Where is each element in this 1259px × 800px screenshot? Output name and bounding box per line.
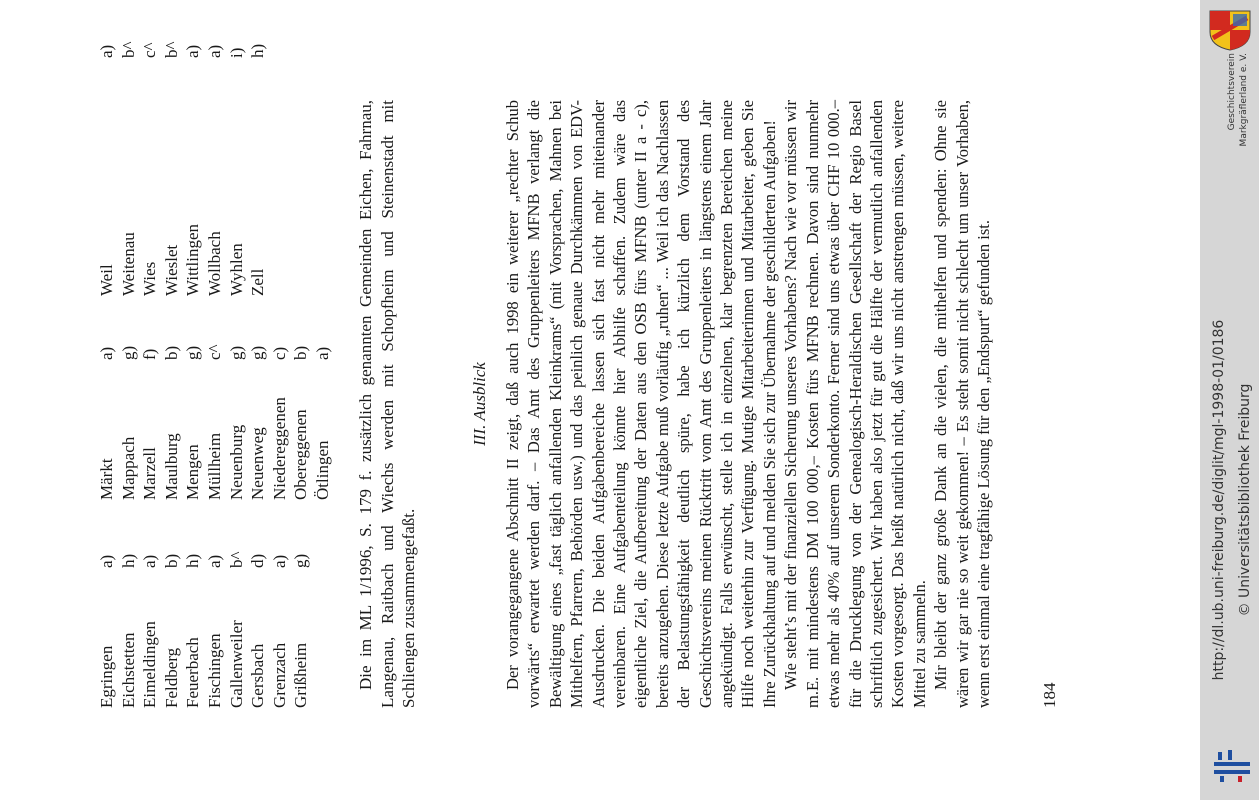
table-cell: Grenzach: [269, 642, 289, 708]
table-cell: [312, 28, 334, 58]
table-cell: a): [97, 554, 116, 568]
table-cell: Neuenburg: [226, 424, 246, 500]
table-cell: Feuerbach: [183, 637, 203, 708]
table-cell: i): [226, 47, 246, 58]
table-cell: Marzell: [140, 447, 160, 500]
table-cell: Obereggenen: [291, 409, 311, 500]
table-cell: Grißheim: [291, 642, 311, 708]
footnote-paragraph: Die im ML 1/1996, S. 179 f. zusätzlich genannten Gemeinden Eichen, Fahrnau, Langenau, Raitbach und Wiechs werden mit Schopfheim und Steinenstadt mit Schliengen zusammengefaßt.: [356, 100, 419, 708]
table-cell: Niedereggenen: [269, 397, 289, 500]
table-cell: Müllheim: [204, 432, 224, 500]
paragraph: Der vorangegangene Abschnitt II zeigt, daß auch 1998 ein weiterer „rechter Schub vorwärts“ erwartet werden darf. – Das Amt des Gruppenleiters MFNB verlangt die Bewältigung eines „fast täglich anfallenden Kleinkrams“ (mit Vorsprachen, Mahnen bei Mithelfern, Pfarrern, Behörden usw.) und das peinlich genaue Durchkämmen von EDV-Ausdrucken. Die beiden Aufgabenbereiche lassen sich fast nicht mehr miteinander vereinbaren. Eine Aufgabenteilung könnte hier Abhilfe schaffen. Zudem wäre das eigentliche Ziel, die Aufbereitung der Daten aus den OSB fürs MFNB (unter II a - c), bereits anzugehen. Diese letzte Aufgabe muß vorläufig „ruhen“ ... Weil ich das Nachlassen der Belastungsfähigkeit deutlich spüre, habe ich kürzlich dem Vorstand des Geschichtsvereins meinen Rücktritt vom Amt des Gruppenleiters in längstens einem Jahr angekündigt. Falls erwünscht, stelle ich in einzelnen, klar begrenzten Bereichen meine Hilfe noch weiterhin zur Verfügung. Mutige Mitarbeiterinnen und Mitarbeiter, geben Sie Ihre Zurückhaltung auf und melden Sie sich zur Übernahme der geschilderten Aufgaben!: [503, 100, 779, 708]
table-cell: Wieslet: [161, 244, 181, 296]
table-cell: a): [204, 554, 224, 568]
table-cell: c^: [140, 42, 160, 58]
table-cell: [269, 146, 291, 296]
table-cell: [312, 528, 334, 568]
table-cell: a): [312, 346, 332, 360]
table-cell: a): [183, 44, 203, 58]
paragraph: Mir bleibt der ganz große Dank an die vielen, die mithelfen und spenden: Ohne sie wären wir gar nie so weit gekommen! – Es steht somit nicht schlecht um unser Vorhaben, wenn erst einmal eine tragfähige Lösung für den „Endspurt“ gefunden ist.: [931, 100, 993, 708]
table-cell: Fischingen: [204, 633, 224, 708]
table-cell: Märkt: [97, 458, 116, 500]
table-cell: b): [161, 345, 181, 360]
table-cell: Neuenweg: [248, 427, 268, 500]
coat-of-arms-icon: [1207, 8, 1253, 52]
table-cell: Mengen: [183, 444, 203, 500]
table-cell: a): [269, 554, 289, 568]
table-cell: Weil: [97, 264, 116, 296]
ub-freiburg-logo-icon: [1212, 748, 1252, 784]
table-cell: d): [248, 553, 268, 568]
organization-name: Geschichtsverein Markgräflerland e. V.: [1227, 53, 1249, 147]
table-cell: Eichstetten: [118, 632, 138, 708]
paragraph: Wie steht’s mit der finanziellen Sicherung unseres Vorhabens? Nach wie vor müssen wir m.E. mit mindestens DM 100 000,– Kosten fürs MFNB rechnen. Davon sind nunmehr etwas mehr als 40% auf unserem Sonderkonto. Ferner sind uns etwas über CHF 10 000.– für die Drucklegung von der Genealogisch-Heraldischen Gesellschaft der Regio Basel schriftlich zugesichert. Wir haben also jetzt für gut die Hälfte der vermutlich anfallenden Kosten vorgesorgt. Das heißt natürlich nicht, daß wir uns nicht anstrengen müssen, weitere Mittel zu sammeln.: [781, 100, 929, 708]
body-text: [502, 100, 994, 708]
table-cell: [269, 28, 291, 58]
section-heading: III. Ausblick: [470, 362, 489, 446]
table-cell: h): [118, 553, 138, 568]
table-cell: [290, 146, 312, 296]
table-cell: Eimeldingen: [140, 621, 160, 708]
table-column-code-3: [96, 28, 334, 58]
table-cell: Wollbach: [204, 231, 224, 296]
table-cell: Wies: [140, 261, 160, 296]
table-cell: Maulburg: [161, 433, 181, 500]
table-cell: g): [118, 345, 138, 360]
table-cell: b^: [118, 41, 138, 58]
table-cell: b^: [226, 551, 246, 568]
table-cell: Mappach: [118, 436, 138, 500]
table-cell: g): [291, 553, 311, 568]
table-column-code-1: [96, 528, 334, 568]
table-cell: [290, 28, 312, 58]
table-column-code-2: [96, 320, 334, 360]
copyright-notice: © Universitätsbibliothek Freiburg: [1237, 383, 1253, 617]
table-cell: Weitenau: [118, 232, 138, 296]
table-cell: g): [183, 345, 203, 360]
table-cell: b): [161, 553, 181, 568]
table-cell: Feldberg: [161, 647, 181, 708]
table-cell: Wittlingen: [183, 223, 203, 296]
table-cell: [312, 146, 334, 296]
table-cell: g): [248, 345, 268, 360]
table-cell: b^: [161, 41, 181, 58]
table-cell: h): [248, 43, 268, 58]
table-cell: Ötlingen: [312, 440, 332, 500]
table-cell: f): [140, 348, 160, 360]
table-cell: Egringen: [97, 645, 116, 708]
table-cell: a): [140, 554, 160, 568]
table-cell: [312, 578, 334, 708]
table-cell: b): [291, 345, 311, 360]
table-cell: a): [97, 44, 116, 58]
table-column-municipality-2: [96, 360, 334, 500]
table-cell: a): [204, 44, 224, 58]
table-column-municipality-3: [96, 146, 334, 296]
table-cell: h): [183, 553, 203, 568]
table-cell: g): [226, 345, 246, 360]
table-cell: Gallenweiler: [226, 620, 246, 708]
table-column-municipality-1: [96, 578, 334, 708]
table-cell: c^: [204, 344, 224, 360]
page-number: 184: [1040, 682, 1059, 708]
permalink-url[interactable]: http://dl.ub.uni-freiburg.de/diglit/mgl-1998-01/0186: [1211, 319, 1227, 681]
table-cell: Zell: [248, 268, 268, 296]
table-cell: c): [269, 346, 289, 360]
table-cell: Gersbach: [248, 643, 268, 708]
table-cell: a): [97, 346, 116, 360]
table-cell: Wyhlen: [226, 243, 246, 296]
